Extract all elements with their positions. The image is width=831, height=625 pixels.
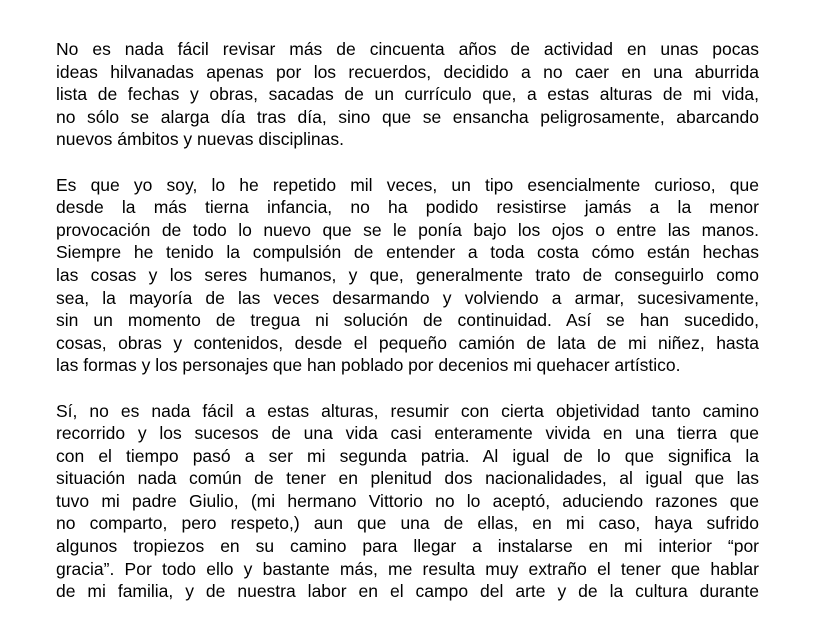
text-line: nuevos ámbitos y nuevas disciplinas. (56, 129, 344, 150)
text-line: cosas, obras y contenidos, desde el pequeño camión de lata de mi niñez, hasta (56, 332, 759, 353)
text-line: recorrido y los sucesos de una vida casi enteramente vivida en una tierra que (56, 423, 759, 444)
text-line: gracia”. Por todo ello y bastante más, me resulta muy extraño el tener que hablar (56, 558, 759, 579)
text-line: desde la más tierna infancia, no ha podido resistirse jamás a la menor (56, 197, 759, 218)
paragraph (56, 400, 759, 603)
text-line: sea, la mayoría de las veces desarmando y volviendo a armar, sucesivamente, (56, 287, 759, 308)
text-line: sin un momento de tregua ni solución de continuidad. Así se han sucedido, (56, 310, 759, 331)
text-line: ideas hilvanadas apenas por los recuerdos, decidido a no caer en una aburrida (56, 61, 759, 82)
text-line: no comparto, pero respeto,) aun que una de ellas, en mi caso, haya sufrido (56, 513, 759, 534)
text-line: con el tiempo pasó a ser mi segunda patria. Al igual de lo que significa la (56, 445, 759, 466)
text-line: Siempre he tenido la compulsión de entender a toda costa cómo están hechas (56, 242, 759, 263)
document-body (56, 38, 759, 625)
text-line: No es nada fácil revisar más de cincuenta años de actividad en unas pocas (56, 39, 759, 59)
paragraph (56, 38, 759, 151)
paragraph (56, 174, 759, 377)
text-line: tuvo mi padre Giulio, (mi hermano Vittorio no lo aceptó, aduciendo razones que (56, 490, 759, 511)
text-line: las cosas y los seres humanos, y que, generalmente trato de conseguirlo como (56, 264, 759, 285)
text-line: lista de fechas y obras, sacadas de un currículo que, a estas alturas de mi vida, (56, 84, 759, 105)
text-line: Es que yo soy, lo he repetido mil veces, un tipo esencialmente curioso, que (56, 174, 759, 195)
text-line: provocación de todo lo nuevo que se le ponía bajo los ojos o entre las manos. (56, 219, 759, 240)
text-line: algunos tropiezos en su camino para llegar a instalarse en mi interior “por (56, 536, 759, 557)
text-line: no sólo se alarga día tras día, sino que se ensancha peligrosamente, abarcando (56, 106, 759, 127)
text-line: situación nada común de tener en plenitud dos nacionalidades, al igual que las (56, 468, 759, 489)
text-line: de mi familia, y de nuestra labor en el campo del arte y de la cultura durante (56, 581, 759, 602)
text-line: Sí, no es nada fácil a estas alturas, resumir con cierta objetividad tanto camino (56, 400, 759, 421)
text-line: las formas y los personajes que han poblado por decenios mi quehacer artístico. (56, 355, 681, 376)
